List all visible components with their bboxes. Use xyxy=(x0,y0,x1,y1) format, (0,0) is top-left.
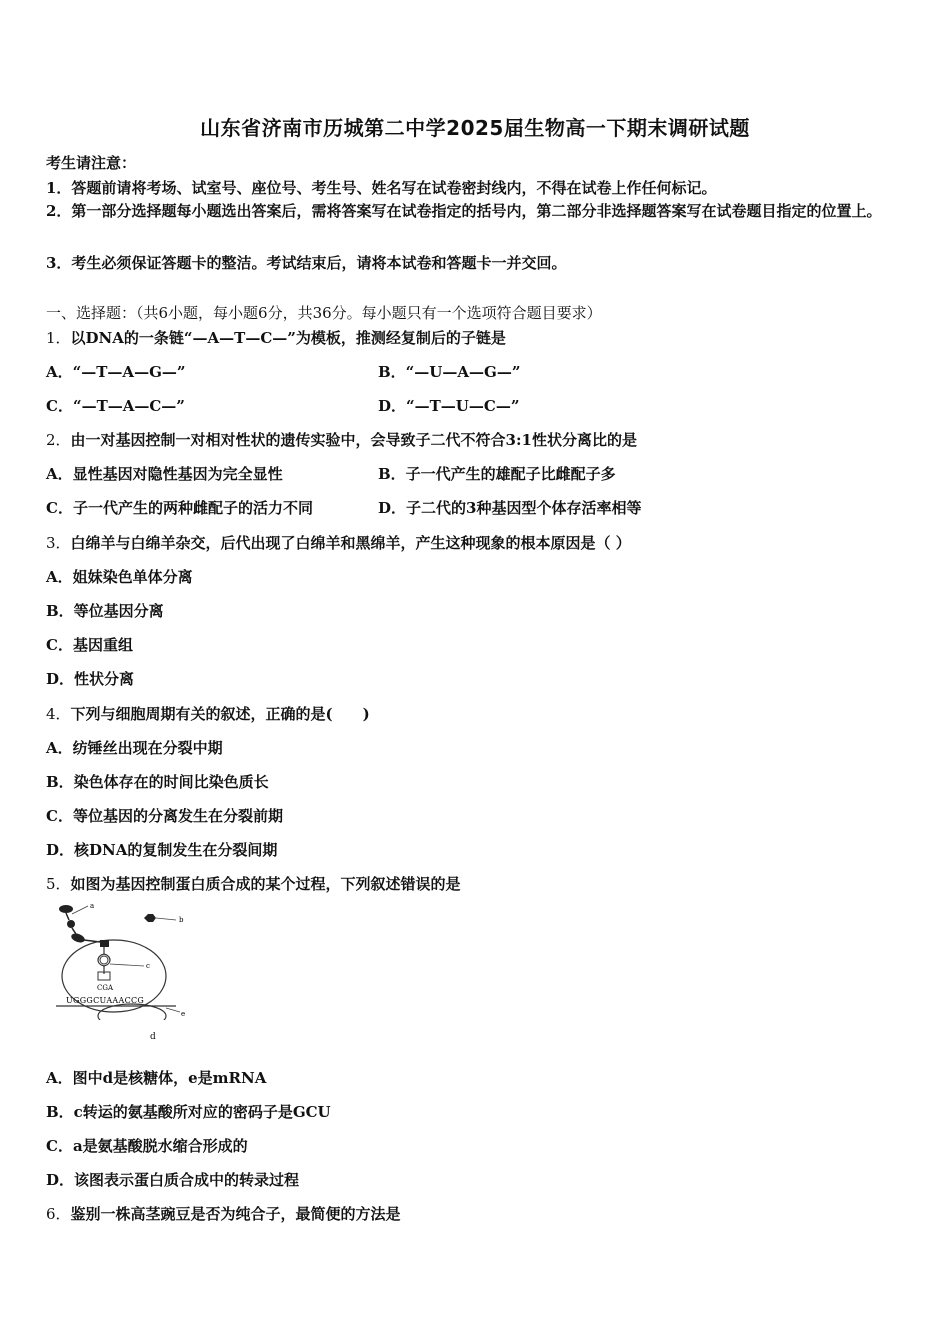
option-c: C．子一代产生的两种雌配子的活力不同 xyxy=(46,499,313,517)
option-b: B．c转运的氨基酸所对应的密码子是GCU xyxy=(46,1103,331,1121)
option-d: D．该图表示蛋白质合成中的转录过程 xyxy=(46,1171,300,1189)
option-a: A．显性基因对隐性基因为完全显性 xyxy=(46,465,283,483)
option-c: C．基因重组 xyxy=(46,636,133,654)
option-a: A．“—T—A—G—” xyxy=(46,363,186,381)
question-4 xyxy=(46,703,370,724)
question-6 xyxy=(46,1203,401,1224)
translation-diagram xyxy=(52,900,212,1020)
question-text: 下列与细胞周期有关的叙述，正确的是( ) xyxy=(70,705,370,723)
question-number: 3． xyxy=(46,534,71,552)
question-number: 4． xyxy=(46,705,71,723)
question-3 xyxy=(46,532,631,553)
amino-acid-shape xyxy=(59,905,73,913)
free-amino-acid-shape xyxy=(144,914,156,922)
question-text: 由一对基因控制一对相对性状的遗传实验中，会导致子二代不符合3:1性状分离比的是 xyxy=(70,431,637,449)
notice-header: 考生请注意： xyxy=(46,154,137,172)
notice-item: 1．答题前请将考场、试室号、座位号、考生号、姓名写在试卷密封线内，不得在试卷上作任何标记。 xyxy=(46,179,717,197)
option-d: D．性状分离 xyxy=(46,670,135,688)
label-c: c xyxy=(146,962,150,970)
amino-acid-shape xyxy=(70,932,86,944)
option-d: D．“—T—U—C—” xyxy=(378,397,520,415)
option-b: B．子一代产生的雄配子比雌配子多 xyxy=(378,465,616,483)
option-c: C．a是氨基酸脱水缩合形成的 xyxy=(46,1137,248,1155)
tRNA-amino-acid xyxy=(100,940,109,947)
label-a: a xyxy=(90,902,95,910)
question-text: 白绵羊与白绵羊杂交，后代出现了白绵羊和黑绵羊，产生这种现象的根本原因是（ ） xyxy=(70,534,631,552)
question-number: 2． xyxy=(46,431,71,449)
option-a: A．图中d是核糖体，e是mRNA xyxy=(46,1069,267,1087)
option-b: B．“—U—A—G—” xyxy=(378,363,521,381)
notice-item: 3．考生必须保证答题卡的整洁。考试结束后，请将本试卷和答题卡一并交回。 xyxy=(46,254,567,272)
question-1 xyxy=(46,327,506,348)
question-5 xyxy=(46,873,461,894)
question-text: 以DNA的一条链“—A—T—C—”为模板，推测经复制后的子链是 xyxy=(70,329,506,347)
label-d: d xyxy=(150,1032,156,1042)
option-b: B．等位基因分离 xyxy=(46,602,164,620)
notice-item: 2．第一部分选择题每小题选出答案后，需将答案写在试卷指定的括号内，第二部分非选择题答案写在试卷题目指定的位置上。 xyxy=(46,202,882,220)
section-heading: 一、选择题：（共6小题，每小题6分，共36分。每小题只有一个选项符合题目要求） xyxy=(46,304,602,322)
question-number: 5． xyxy=(46,875,71,893)
option-d: D．核DNA的复制发生在分裂间期 xyxy=(46,841,278,859)
anticodon-text: CGA xyxy=(97,984,114,992)
question-text: 鉴别一株高茎豌豆是否为纯合子，最简便的方法是 xyxy=(70,1205,401,1223)
option-d: D．子二代的3种基因型个体存活率相等 xyxy=(378,499,642,517)
question-number: 1． xyxy=(46,329,71,347)
option-c: C．“—T—A—C—” xyxy=(46,397,185,415)
question-text: 如图为基因控制蛋白质合成的某个过程，下列叙述错误的是 xyxy=(70,875,461,893)
label-e: e xyxy=(181,1010,186,1018)
option-b: B．染色体存在的时间比染色质长 xyxy=(46,773,269,791)
label-b: b xyxy=(179,916,184,924)
option-a: A．姐妹染色单体分离 xyxy=(46,568,193,586)
mRNA-sequence-text: UGGGCUAAACCG xyxy=(66,996,145,1005)
option-c: C．等位基因的分离发生在分裂前期 xyxy=(46,807,283,825)
page-title: 山东省济南市历城第二中学2025届生物高一下期末调研试题 xyxy=(200,116,750,140)
amino-acid-shape xyxy=(67,920,75,928)
question-2 xyxy=(46,429,637,450)
option-a: A．纺锤丝出现在分裂中期 xyxy=(46,739,223,757)
question-number: 6． xyxy=(46,1205,71,1223)
